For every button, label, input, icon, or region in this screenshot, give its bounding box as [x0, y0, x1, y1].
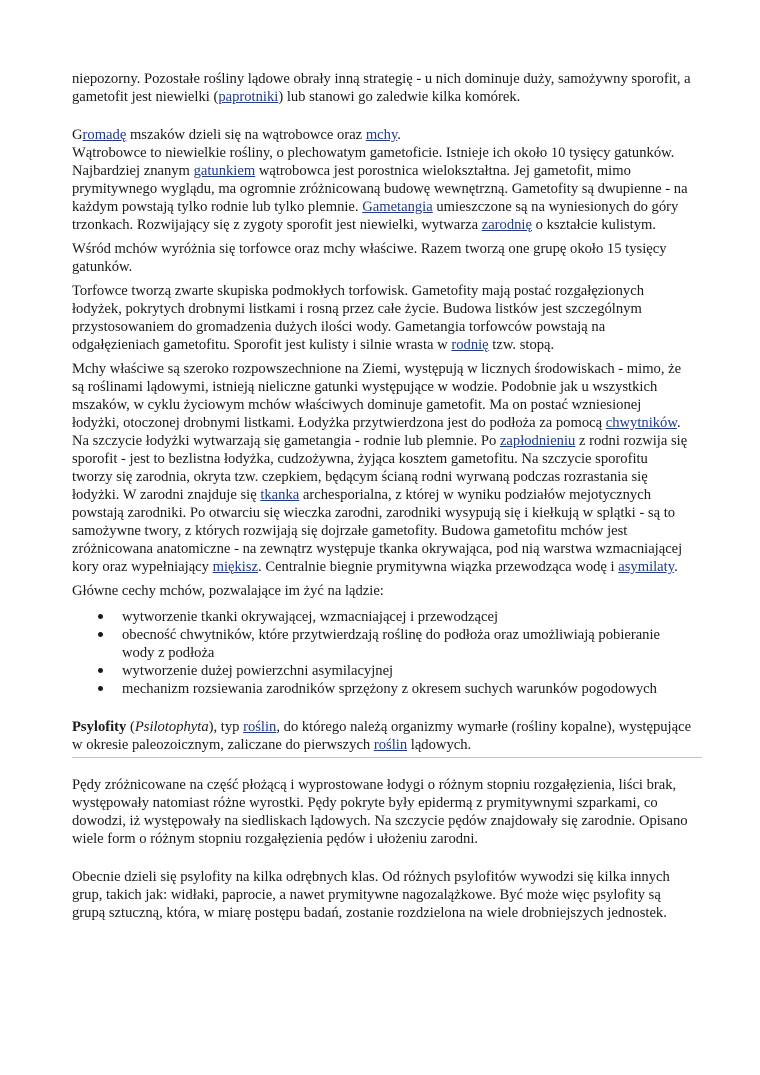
features-list — [72, 608, 692, 698]
list-item-text: obecność chwytników, które przytwierdzają roślinę do podłoża oraz umożliwiają pobieranie wody z podłoża — [122, 627, 661, 661]
link-rodnie[interactable]: rodnię — [451, 337, 489, 353]
bullet-icon — [98, 686, 103, 691]
text: . Centralnie biegnie prymitywna wiązka przewodząca wodę i — [258, 559, 619, 575]
text: ) lub stanowi go zaledwie kilka komórek. — [278, 89, 521, 105]
list-item — [118, 680, 692, 698]
link-asymilaty[interactable]: asymilaty — [618, 559, 675, 575]
text: , do którego należą organizmy wymarłe (rośliny kopalne), występujące w okresie paleozoicznym, zaliczane do pierwszych — [72, 719, 692, 753]
link-roslin-2[interactable]: roślin — [373, 737, 408, 753]
link-zaplodnieniu[interactable]: zapłodnieniu — [499, 433, 576, 449]
text: . Na szczycie łodyżki wytwarzają się gametangia - rodnie lub plemnie. Po — [72, 415, 681, 449]
list-item — [118, 626, 692, 662]
link-tkanka[interactable]: tkanka — [260, 487, 300, 503]
link-zarodnie[interactable]: zarodnię — [481, 217, 532, 233]
text: wątrobowca jest porostnica wielokształtna. Jej gametofit, mimo prymitywnego wyglądu, ma ogromnie zróżnicowaną budowę wewnętrzną. Gametofity są dwupienne - na każdym powstają tylko rodnie lub tylko plemnie. — [72, 163, 688, 215]
list-item-text: wytworzenie dużej powierzchni asymilacyjnej — [122, 663, 394, 679]
paragraph-torfowce — [72, 282, 692, 354]
link-roslin[interactable]: roślin — [243, 719, 277, 735]
paragraph-mchy-wlasciwe — [72, 360, 692, 576]
paragraph-mchy-intro: Wśród mchów wyróżnia się torfowce oraz mchy właściwe. Razem tworzą one grupę około 15 tysięcy gatunków. — [72, 241, 667, 275]
list-item — [118, 662, 692, 680]
link-miekisz[interactable]: miękisz — [212, 559, 259, 575]
link-gatunkiem[interactable]: gatunkiem — [193, 163, 256, 179]
text: . — [397, 127, 401, 143]
paragraph-psylofity — [72, 718, 692, 754]
paragraph-klasy: Obecnie dzieli się psylofity na kilka odrębnych klas. Od różnych psylofitów wywodzi się kilka innych grup, takich jak: widłaki, paprocie, a nawet prymitywne nagozalążkowe. Być może więc psylofity są grupą sztuczną, która, w miarę postępu badań, zostanie rozdzielona na wiele drobniejszych jednostek. — [72, 869, 670, 921]
list-item — [118, 608, 692, 626]
text: G — [72, 127, 83, 143]
link-mchy[interactable]: mchy — [365, 127, 398, 143]
text: niepozorny. Pozostałe rośliny lądowe obrały inną strategię - u nich dominuje duży, samożywny sporofit, a gametofit jest niewielki ( — [72, 71, 691, 105]
document-page — [72, 70, 692, 922]
paragraph-pedy: Pędy zróżnicowane na część płożącą i wyprostowane łodygi o różnym stopniu rozgałęzienia, liści brak, występowały natomiast różne wyrostki. Pędy pokryte były epidermą z prymitywnymi szparkami, co dowodzi, iż występowały na siedliskach lądowych. Na szczycie pędów znajdowały się zarodnie. Opisano wiele form o różnym stopniu rozgałęzienia pędów i ułożeniu zarodni. — [72, 777, 688, 847]
text: ), typ — [208, 719, 244, 735]
paragraph-watrobowce — [72, 126, 692, 234]
list-item-text: wytworzenie tkanki okrywającej, wzmacniającej i przewodzącej — [122, 609, 499, 625]
link-gametangia[interactable]: Gametangia — [362, 199, 433, 215]
text: Wątrobowce to niewielkie rośliny, o plechowatym gametoficie. Istnieje ich około 10 tysięcy gatunków. Najbardziej znanym — [72, 145, 675, 179]
link-chwytnikow[interactable]: chwytników — [605, 415, 677, 431]
bullet-icon — [98, 668, 103, 673]
paragraph-sporofit — [72, 70, 692, 106]
list-item-text: mechanizm rozsiewania zarodników sprzężony z okresem suchych warunków pogodowych — [122, 681, 657, 697]
bullet-icon — [98, 614, 103, 619]
text: ( — [126, 719, 135, 735]
link-gromade[interactable]: romadę — [82, 127, 127, 143]
paragraph-cechy-intro: Główne cechy mchów, pozwalające im żyć na lądzie: — [72, 583, 384, 599]
text: archesporialna, z której w wyniku podziałów mejotycznych powstają zarodniki. Po otwarciu się wieczka zarodni, zarodniki wysypują się i kiełkują w splątki - są to samożywne twory, z których rozwijają się dojrzałe gametofity. Budowa gametofitu mchów jest zróżnicowana anatomiczne - na zewnątrz występuje tkanka okrywająca, pod nią warstwa wzmacniającej kory oraz wypełniający — [72, 487, 683, 575]
text: o kształcie kulistym. — [531, 217, 656, 233]
link-paprotniki[interactable]: paprotniki — [218, 89, 279, 105]
text: lądowych. — [407, 737, 472, 753]
text: z rodni rozwija się sporofit - jest to bezlistna łodyżka, cudzożywna, żyjąca kosztem gametofitu. Na szczycie sporofitu tworzy się zarodnia, okryta tzw. czepkiem, będącym ścianą rodni wyrwaną podczas rozrastania się łodyżki. W zarodni znajduje się — [72, 433, 688, 503]
bullet-icon — [98, 632, 103, 637]
latin-name: Psilotophyta — [134, 719, 209, 735]
text: Mchy właściwe są szeroko rozpowszechnione na Ziemi, występują w licznych środowiskach - mimo, że są roślinami lądowymi, istnieją nieliczne gatunki występujące w wodzie. Podobnie jak u wszystkich mszaków, w cyklu życiowym mchów właściwych dominuje gametofit. Ma on postać wzniesionej łodyżki, otoczonej drobnymi listkami. Łodyżka przytwierdzona jest do podłoża za pomocą — [72, 361, 682, 431]
text: . — [674, 559, 678, 575]
term-psylofity: Psylofity — [72, 719, 127, 735]
text: tzw. stopą. — [488, 337, 555, 353]
text: mszaków dzieli się na wątrobowce oraz — [126, 127, 366, 143]
text: Torfowce tworzą zwarte skupiska podmokłych torfowisk. Gametofity mają postać rozgałęzionych łodyżek, pokrytych drobnymi listkami i rosną przez całe życie. Budowa listków jest szczególnym przystosowaniem do gromadzenia dużych ilości wody. Gametangia torfowców powstają na odgałęzieniach gametofitu. Sporofit jest kulisty i silnie wrasta w — [72, 283, 644, 353]
text: umieszczone są na wyniesionych do góry trzonkach. Rozwijający się z zygoty sporofit jest niewielki, wytwarza — [72, 199, 679, 233]
